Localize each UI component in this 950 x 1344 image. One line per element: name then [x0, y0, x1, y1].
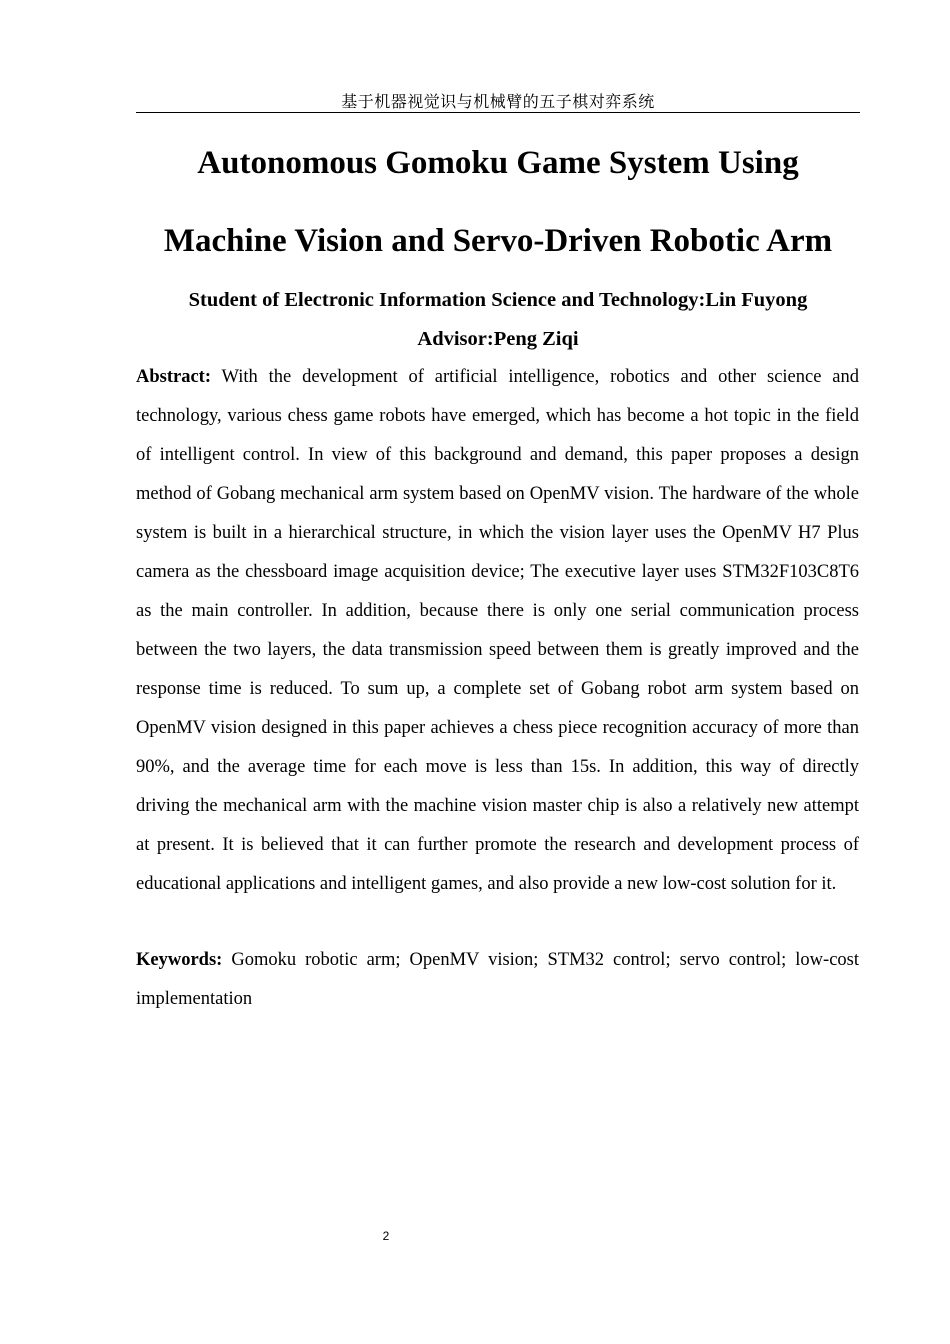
paper-title-line-2: Machine Vision and Servo-Driven Robotic Arm — [163, 223, 833, 259]
page-number: 2 — [382, 1229, 390, 1243]
abstract-paragraph — [136, 358, 859, 904]
keywords-paragraph — [136, 941, 859, 1019]
student-byline: Student of Electronic Information Science and Technology:Lin Fuyong — [188, 289, 808, 311]
running-header: 基于机器视觉识与机械臂的五子棋对弈系统 — [136, 92, 860, 113]
keywords-label: Keywords: — [136, 950, 223, 970]
advisor-byline: Advisor:Peng Ziqi — [417, 328, 579, 350]
paper-title-line-1: Autonomous Gomoku Game System Using — [197, 145, 799, 181]
abstract-label: Abstract: — [136, 367, 212, 387]
keywords-text: Gomoku robotic arm; OpenMV vision; STM32 control; servo control; low-cost implementation — [136, 950, 859, 1009]
abstract-text: With the development of artificial intelligence, robotics and other science and technology, various chess game robots have emerged, which has become a hot topic in the field of intelligent control. In view of this background and demand, this paper proposes a design method of Gobang mechanical arm system based on OpenMV vision. The hardware of the whole system is built in a hierarchical structure, in which the vision layer uses the OpenMV H7 Plus camera as the chessboard image acquisition device; The executive layer uses STM32F103C8T6 as the main controller. In addition, because there is only one serial communication process between the two layers, the data transmission speed between them is greatly improved and the response time is reduced. To sum up, a complete set of Gobang robot arm system based on OpenMV vision designed in this paper achieves a chess piece recognition accuracy of more than 90%, and the average time for each move is less than 15s. In addition, this way of directly driving the mechanical arm with the machine vision master chip is also a relatively new attempt at present. It is believed that it can further promote the research and development process of educational applications and intelligent games, and also provide a new low-cost solution for it. — [136, 367, 859, 894]
